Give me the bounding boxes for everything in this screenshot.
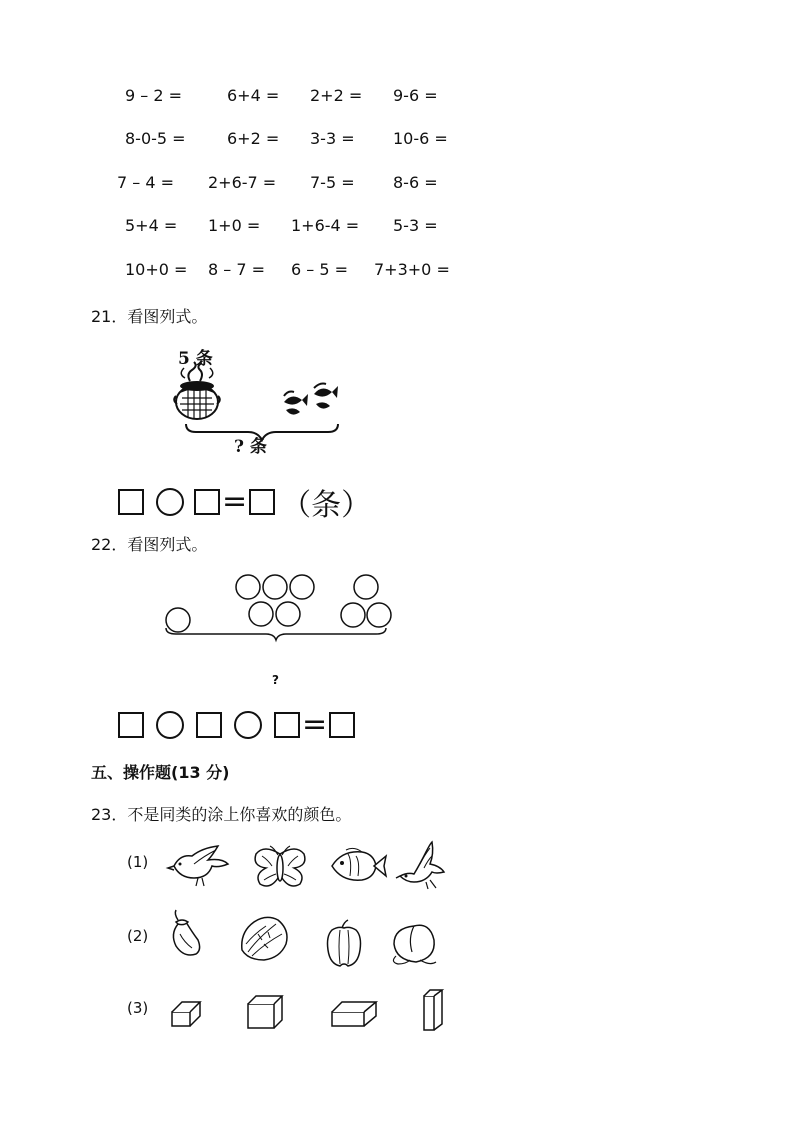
fish-icon[interactable] — [328, 846, 388, 886]
cube-icon[interactable] — [246, 994, 286, 1030]
equation: 1+6-4 = — [291, 216, 360, 235]
circle — [263, 575, 287, 599]
circle — [354, 575, 378, 599]
equation: 6+4 = — [227, 86, 280, 105]
question-22-title: 22．看图列式。 — [91, 535, 208, 554]
answer-box[interactable] — [118, 712, 144, 738]
equation: 8-0-5 = — [125, 129, 186, 148]
cuboid-tall-icon[interactable] — [420, 988, 448, 1032]
equation: 3-3 = — [310, 129, 355, 148]
section-title: 五、操作题(13 分) — [91, 763, 230, 782]
equation: 7+3+0 = — [374, 260, 450, 279]
circle — [276, 602, 300, 626]
equals-sign: = — [302, 707, 328, 742]
equation: 8-6 = — [393, 173, 438, 192]
total-count-label: ? 条 — [234, 437, 267, 457]
circle — [341, 603, 365, 627]
operator-circle[interactable] — [234, 711, 262, 739]
answer-box[interactable] — [118, 489, 144, 515]
answer-box[interactable] — [196, 712, 222, 738]
equation: 7-5 = — [310, 173, 355, 192]
pot-icon — [174, 362, 220, 419]
answer-box[interactable] — [249, 489, 275, 515]
fish-icon — [284, 392, 308, 415]
circle — [290, 575, 314, 599]
bird-icon[interactable] — [168, 844, 232, 888]
equation: 9-6 = — [393, 86, 438, 105]
fish-icon — [314, 384, 338, 409]
row-label: (2) — [127, 927, 149, 945]
equation: 2+6-7 = — [208, 173, 277, 192]
pepper-icon[interactable] — [324, 920, 364, 968]
answer-template-22 — [118, 707, 355, 742]
circle — [249, 602, 273, 626]
circle — [166, 608, 190, 632]
equation: 2+2 = — [310, 86, 363, 105]
brace — [166, 628, 386, 640]
equation: 1+0 = — [208, 216, 261, 235]
row-label: (1) — [127, 853, 149, 871]
equation: 6+2 = — [227, 129, 280, 148]
equation: 10+0 = — [125, 260, 188, 279]
circle — [236, 575, 260, 599]
question-23-title: 23．不是同类的涂上你喜欢的颜色。 — [91, 805, 352, 824]
unit-label: （条） — [281, 488, 372, 523]
operator-circle[interactable] — [156, 488, 184, 516]
question-21-title: 21．看图列式。 — [91, 307, 208, 326]
operator-circle[interactable] — [156, 711, 184, 739]
cuboid-flat-icon[interactable] — [330, 1000, 378, 1030]
answer-box[interactable] — [194, 489, 220, 515]
cuboid-small-icon[interactable] — [170, 998, 202, 1028]
answer-box[interactable] — [274, 712, 300, 738]
equals-sign: = — [222, 484, 248, 519]
answer-template-21 — [118, 480, 371, 524]
equation: 8 – 7 = — [208, 260, 266, 279]
circle-groups — [160, 570, 400, 650]
eggplant-icon[interactable] — [166, 910, 206, 960]
row-label: (3) — [127, 999, 149, 1017]
circle — [367, 603, 391, 627]
equation: 5+4 = — [125, 216, 178, 235]
cabbage-icon[interactable] — [238, 914, 290, 962]
equation: 9 – 2 = — [125, 86, 183, 105]
known-count-label: 5 条 — [178, 349, 213, 369]
equation: 6 – 5 = — [291, 260, 349, 279]
question-mark: ? — [272, 673, 279, 687]
butterfly-icon[interactable] — [252, 844, 308, 890]
peach-icon[interactable] — [390, 918, 438, 968]
equation: 10-6 = — [393, 129, 448, 148]
dove-icon[interactable] — [396, 842, 448, 890]
equation: 5-3 = — [393, 216, 438, 235]
answer-box[interactable] — [329, 712, 355, 738]
equation: 7 – 4 = — [117, 173, 175, 192]
